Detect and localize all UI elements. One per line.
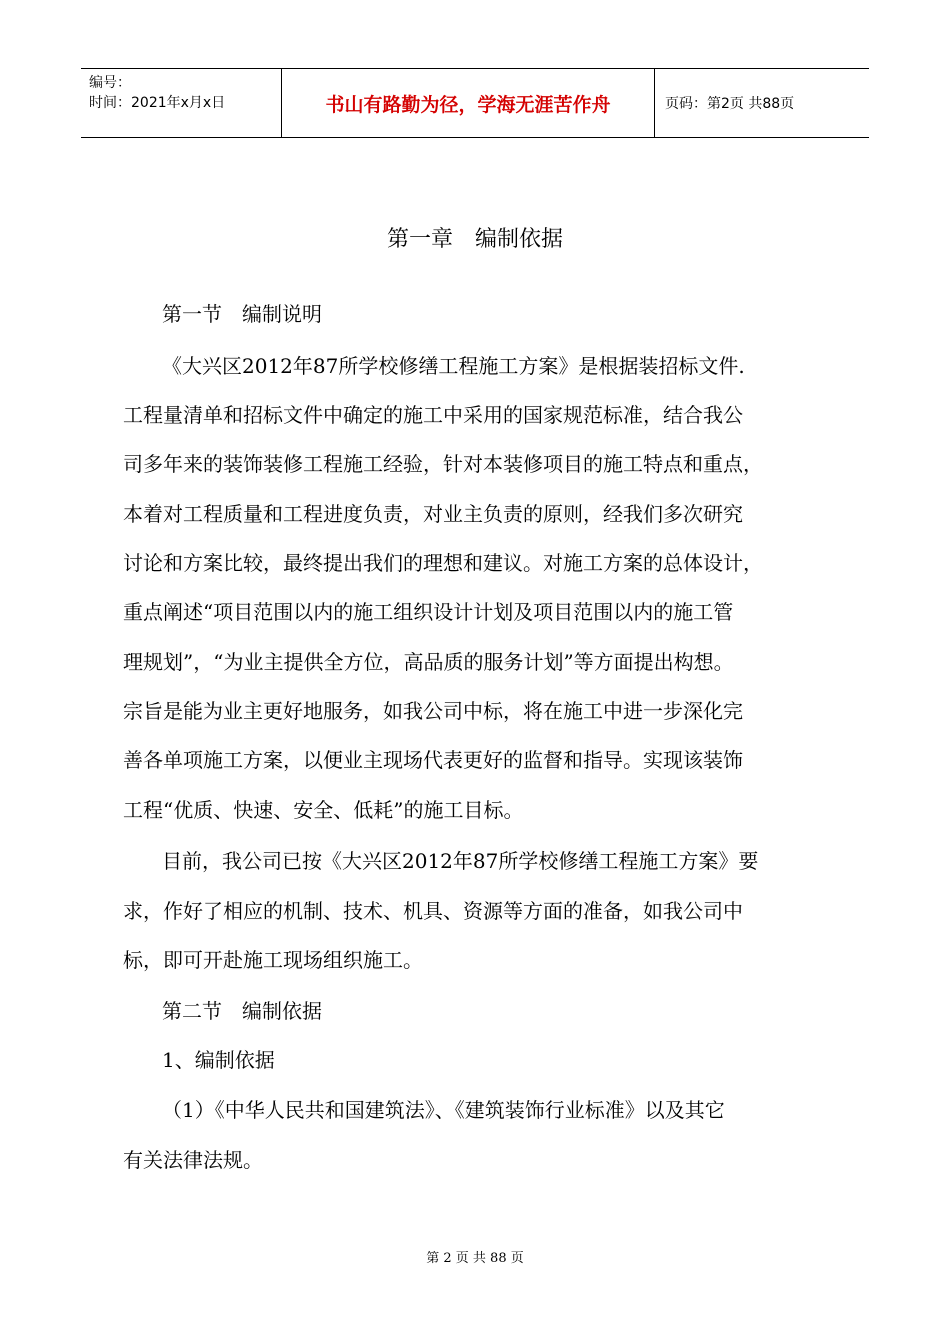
subsection-heading: 1、编制依据	[162, 1048, 275, 1072]
body-line: 工程“优质、快速、安全、低耗”的施工目标。	[123, 798, 524, 822]
body-line: 善各单项施工方案，以便业主现场代表更好的监督和指导。实现该装饰	[123, 748, 743, 772]
body-line: 本着对工程质量和工程进度负责，对业主负责的原则，经我们多次研究	[123, 502, 743, 526]
body-line: 标，即可开赴施工现场组织施工。	[123, 948, 423, 972]
document-number-label: 编号：	[89, 75, 131, 91]
body-line: 司多年来的装饰装修工程施工经验，针对本装修项目的施工特点和重点，	[123, 452, 763, 476]
body-line: 求，作好了相应的机制、技术、机具、资源等方面的准备，如我公司中	[123, 899, 743, 923]
body-line: 宗旨是能为业主更好地服务，如我公司中标，将在施工中进一步深化完	[123, 699, 743, 723]
header-meta	[89, 73, 225, 113]
page-footer: 第 2 页 共 88 页	[426, 1251, 524, 1266]
body-line: 《大兴区2012年87所学校修缮工程施工方案》是根据装招标文件.	[162, 354, 745, 378]
document-time-label: 时间：2021年x月x日	[89, 95, 226, 111]
body-line: 工程量清单和招标文件中确定的施工中采用的国家规范标准，结合我公	[123, 403, 743, 427]
body-line: 目前，我公司已按《大兴区2012年87所学校修缮工程施工方案》要	[162, 849, 759, 873]
header-motto: 书山有路勤为径，学海无涯苦作舟	[281, 69, 655, 137]
body-line: 理规划”，“为业主提供全方位，高品质的服务计划”等方面提出构想。	[123, 650, 734, 674]
chapter-title: 第一章 编制依据	[386, 227, 563, 252]
body-line: 重点阐述“项目范围以内的施工组织设计计划及项目范围以内的施工管	[123, 600, 734, 624]
section-heading-1: 第一节 编制说明	[162, 302, 322, 326]
section-heading-2: 第二节 编制依据	[162, 999, 322, 1023]
body-line: 有关法律法规。	[123, 1148, 263, 1172]
page-header	[81, 68, 869, 138]
body-line: （1）《中华人民共和国建筑法》、《建筑装饰行业标准》以及其它	[162, 1098, 725, 1122]
body-line: 讨论和方案比较，最终提出我们的理想和建议。对施工方案的总体设计，	[123, 551, 763, 575]
header-page-info: 页码：第2页 共88页	[665, 96, 795, 112]
